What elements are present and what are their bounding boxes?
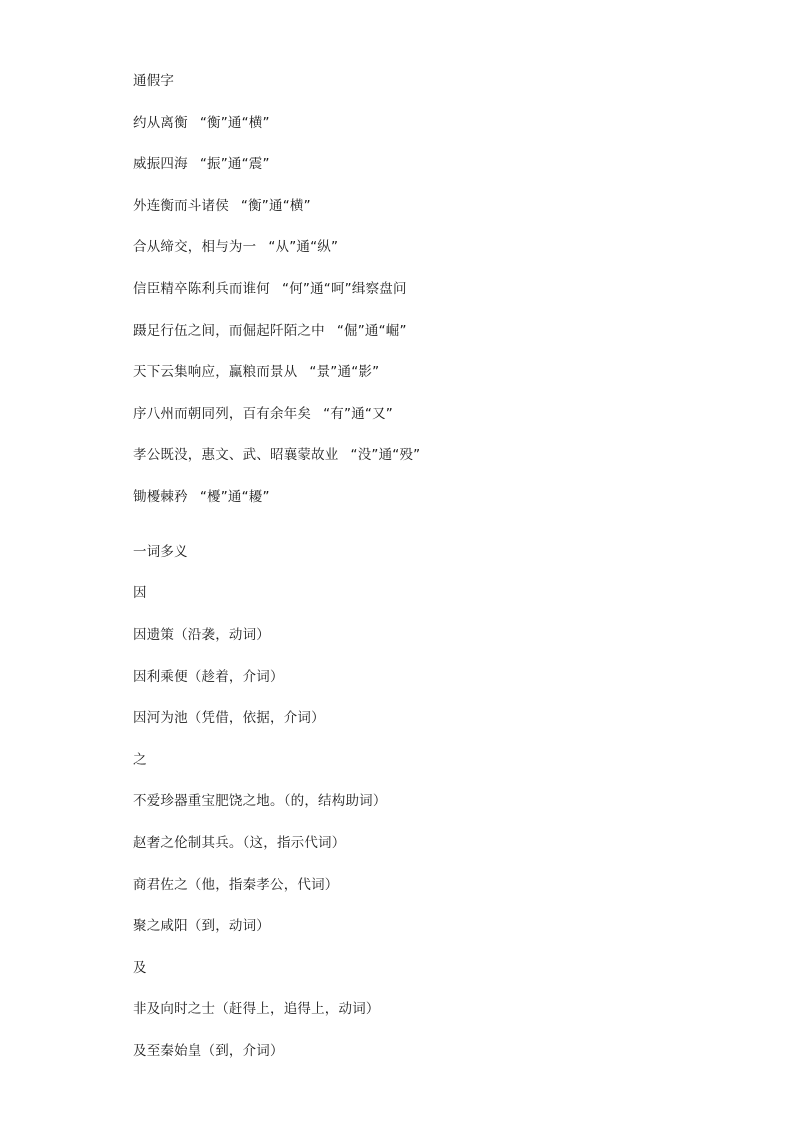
phrase: 约从离衡	[133, 115, 188, 131]
word-heading: 及	[133, 960, 147, 976]
list-item: 因河为池（凭借，依据，介词）	[133, 710, 325, 726]
phrase-note: “櫌”通“耰”	[199, 489, 270, 505]
phrase: 序八州而朝同列，百有余年矣	[133, 406, 312, 422]
section-heading-tongjiazi: 通假字	[133, 73, 175, 89]
list-item: 商君佐之（他，指秦孝公，代词）	[133, 877, 339, 893]
list-item	[133, 488, 270, 506]
phrase: 威振四海	[133, 156, 188, 172]
phrase-note: “衡”通“横”	[199, 115, 270, 131]
phrase-note: “从”通“纵”	[268, 239, 339, 255]
phrase-note: “何”通“呵”缉察盘问	[282, 281, 407, 297]
list-item: 非及向时之士（赶得上，追得上，动词）	[133, 1001, 380, 1017]
list-item	[133, 405, 393, 423]
phrase: 天下云集响应，赢粮而景从	[133, 364, 298, 380]
phrase-note: “景”通“影”	[309, 364, 380, 380]
word-heading: 之	[133, 752, 147, 768]
phrase: 信臣精卒陈利兵而谁何	[133, 281, 270, 297]
phrase-note: “有”通“又”	[323, 406, 393, 422]
phrase: 外连衡而斗诸侯	[133, 198, 229, 214]
phrase-note: “振”通“震”	[199, 156, 270, 172]
list-item: 及至秦始皇（到，介词）	[133, 1043, 284, 1059]
phrase: 合从缔交，相与为一	[133, 239, 257, 255]
list-item: 不爱珍器重宝肥饶之地。（的，结构助词）	[133, 793, 387, 809]
list-item	[133, 197, 311, 215]
word-heading: 因	[133, 585, 147, 601]
phrase: 锄櫌棘矜	[133, 489, 188, 505]
phrase: 孝公既没，惠文、武、昭襄蒙故业	[133, 447, 339, 463]
list-item	[133, 322, 407, 340]
list-item: 因利乘便（趁着，介词）	[133, 669, 284, 685]
phrase-note: “倔”通“崛”	[336, 323, 407, 339]
section-heading-yiciduoyi: 一词多义	[133, 544, 188, 560]
phrase: 蹑足行伍之间，而倔起阡陌之中	[133, 323, 325, 339]
list-item	[133, 280, 407, 298]
list-item	[133, 363, 379, 381]
list-item	[133, 155, 270, 173]
list-item: 因遗策（沿袭，动词）	[133, 627, 270, 643]
phrase-note: “没”通“殁”	[350, 447, 421, 463]
list-item	[133, 114, 270, 132]
list-item: 赵奢之伦制其兵。（这，指示代词）	[133, 835, 346, 851]
list-item	[133, 446, 420, 464]
phrase-note: “衡”通“横”	[240, 198, 311, 214]
list-item	[133, 238, 338, 256]
list-item: 聚之咸阳（到，动词）	[133, 918, 270, 934]
